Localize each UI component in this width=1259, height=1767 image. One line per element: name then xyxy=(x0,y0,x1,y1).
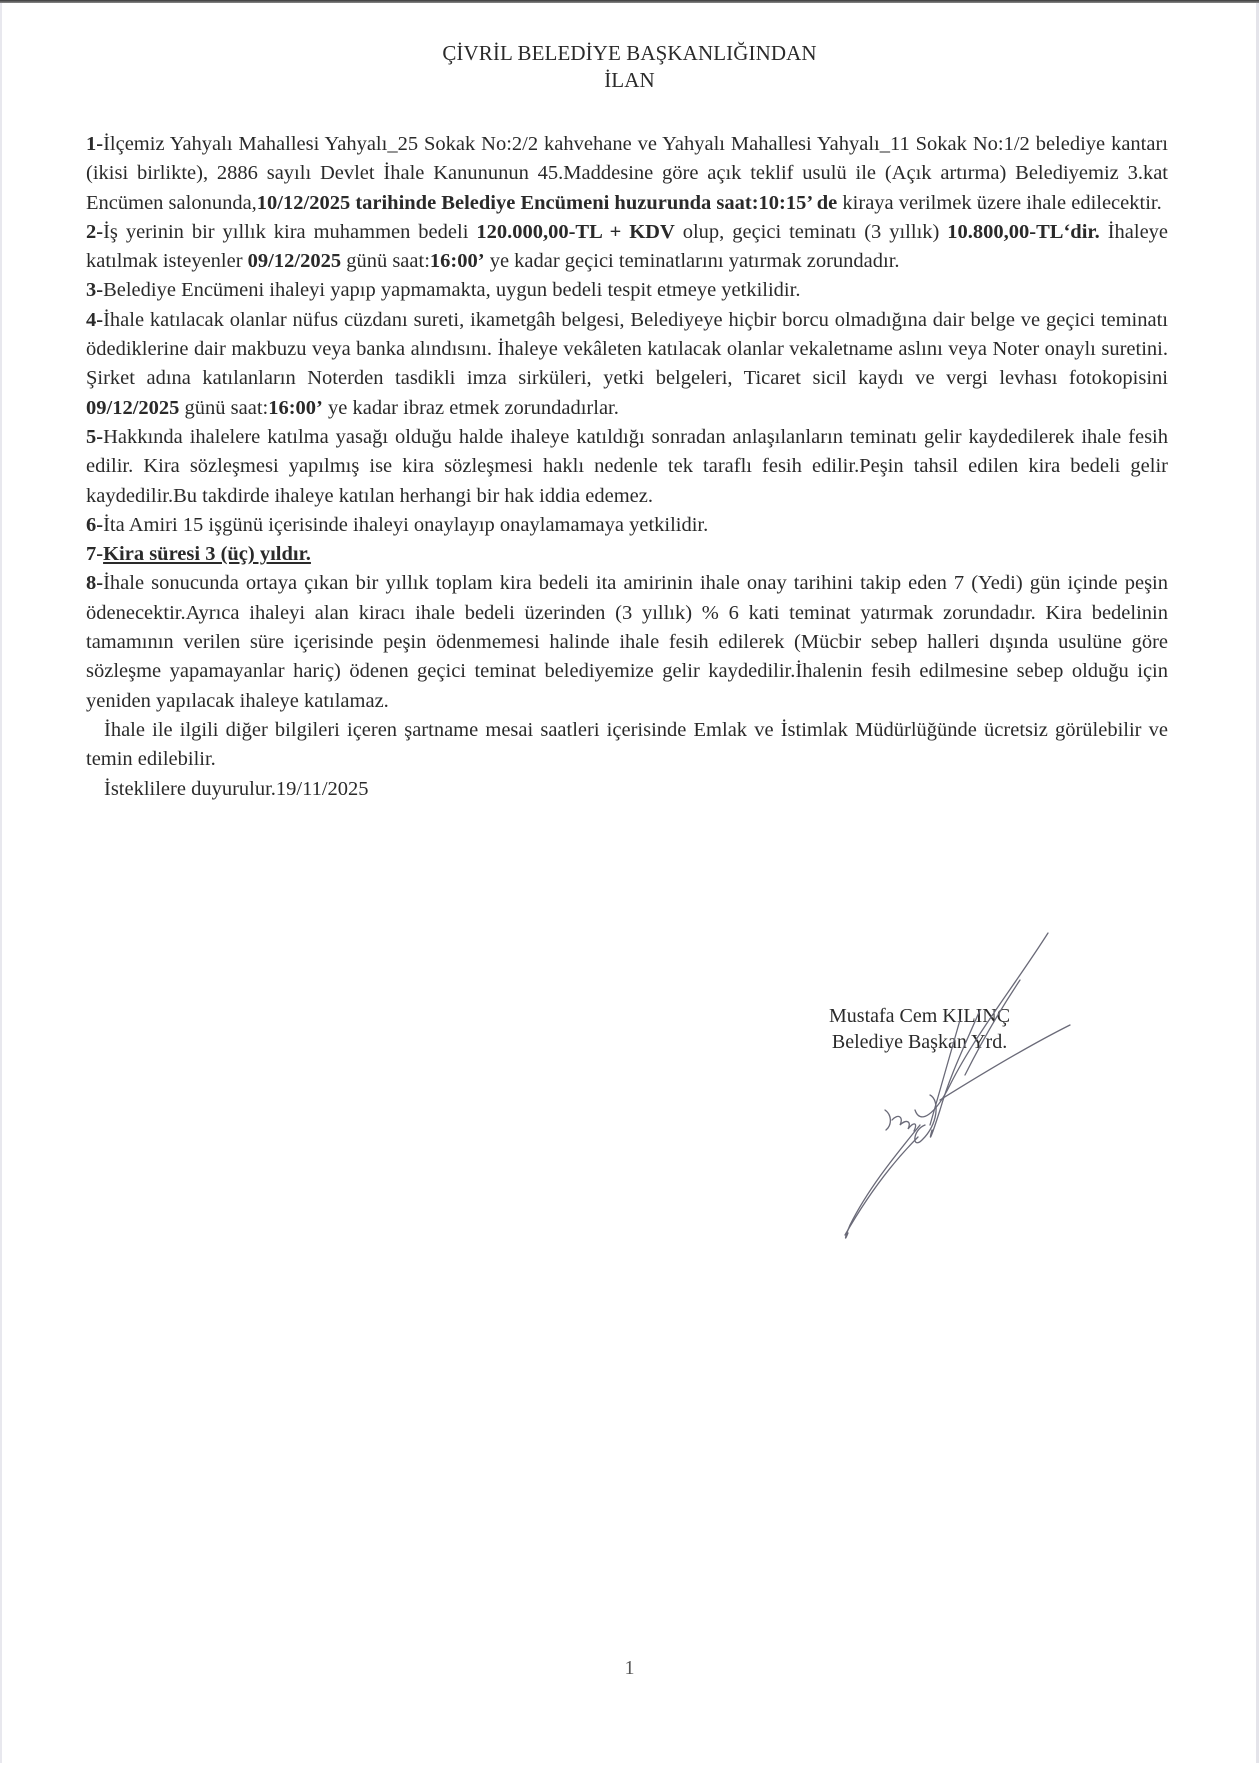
clause-6: 6-İta Amiri 15 işgünü içerisinde ihaleyi onaylayıp onaylamamaya yetkilidir. xyxy=(86,513,709,536)
document-header xyxy=(0,40,1259,94)
scan-left-edge xyxy=(0,3,2,1763)
document-deadline-time: 16:00’ xyxy=(268,396,323,419)
auction-date-time: 10/12/2025 tarihinde Belediye Encümeni huzurunda saat:10:15’ de xyxy=(256,191,838,214)
scan-top-edge xyxy=(0,0,1259,3)
document-body xyxy=(86,130,1168,804)
page-number: 1 xyxy=(624,1657,635,1679)
deposit-deadline-time: 16:00’ xyxy=(429,250,485,273)
clause-8: 8-İhale sonucunda ortaya çıkan bir yıllık toplam kira bedeli ita amirinin ihale onay tarihini takip eden 7 (Yedi) gün içinde peşin ödenecektir.Ayrıca ihaleyi alan kiracı ihale bedeli üzerinden (3 yıllık) % 6 kati teminat yatırmak zorundadır. Kira bedelinin tamamının verilen süre içerisinde peşin ödenmemesi halinde ihale fesih edilerek (Mücbir sebep halleri dışında usulüne göre sözleşme yapamayanlar hariç) ödenen geçici teminat belediyemize gelir kaydedilir.İhalenin fesih edilmesine sebep olduğu için yeniden yapılacak ihaleye katılamaz. xyxy=(86,572,1168,712)
document-deadline-date: 09/12/2025 xyxy=(86,396,180,419)
provisional-guarantee: 10.800,00-TL‘dir. xyxy=(947,220,1100,243)
clause-3: 3-Belediye Encümeni ihaleyi yapıp yapmamakta, uygun bedeli tespit etmeye yetkilidir. xyxy=(86,279,801,302)
clause-1: 1-İlçemiz Yahyalı Mahallesi Yahyalı_25 Sokak No:2/2 kahvehane ve Yahyalı Mahallesi Yahyalı_11 Sokak No:1/2 belediye kantarı (ikisi birlikte), 2886 sayılı Devlet İhale Kanununun 45.Maddesine göre açık teklif usulü ile (Açık artırma) Belediyemiz 3.kat Encümen salonunda,10/12/2025 tarihinde Belediye Encümeni huzurunda saat:10:15’ de kiraya verilmek üzere ihale edilecektir. xyxy=(86,133,1168,214)
announcement-date: İsteklilere duyurulur.19/11/2025 xyxy=(104,777,369,800)
handwritten-signature-icon xyxy=(800,925,1100,1245)
signatory-name: Mustafa Cem KILINÇ xyxy=(829,1005,1011,1027)
notice-title: İLAN xyxy=(604,68,655,92)
estimated-rent: 120.000,00-TL + KDV xyxy=(476,220,675,243)
signatory-title: Belediye Başkan Yrd. xyxy=(831,1031,1008,1053)
clause-4: 4-İhale katılacak olanlar nüfus cüzdanı sureti, ikametgâh belgesi, Belediyeye hiçbir borcu olmadığına dair belge ve geçici teminatı ödediklerine dair makbuzu veya banka alındısını. İhaleye vekâleten katılacak olanlar vekaletname aslını veya Noter onaylı suretini. Şirket adına katılanların Noterden tasdikli imza sirküleri, yetki belgeleri, Ticaret sicil kaydı ve vergi levhası fotokopisini 09/12/2025 günü saat:16:00’ ye kadar ibraz etmek zorundadırlar. xyxy=(86,308,1168,419)
deposit-deadline-date: 09/12/2025 xyxy=(247,250,342,273)
signature-block xyxy=(829,1003,1010,1055)
issuer-title: ÇİVRİL BELEDİYE BAŞKANLIĞINDAN xyxy=(442,41,817,65)
clause-5: 5-Hakkında ihalelere katılma yasağı olduğu halde ihaleye katıldığı sonradan anlaşılanların teminatı gelir kaydedilerek ihale fesih edilir. Kira sözleşmesi yapılmış ise kira sözleşmesi haklı nedenle tek taraflı fesih edilir.Peşin tahsil edilen kira bedeli gelir kaydedilir.Bu takdirde ihaleye katılan herhangi bir hak iddia edemez. xyxy=(86,425,1168,507)
clause-7: 7-Kira süresi 3 (üç) yıldır. xyxy=(86,543,311,566)
clause-2: 2-İş yerinin bir yıllık kira muhammen bedeli 120.000,00-TL + KDV olup, geçici teminatı (3 yıllık) 10.800,00-TL‘dir. İhaleye katılmak isteyenler 09/12/2025 günü saat:16:00’ ye kadar geçici teminatlarını yatırmak zorundadır. xyxy=(86,220,1169,273)
lease-term: Kira süresi 3 (üç) yıldır. xyxy=(103,543,311,566)
specification-info: İhale ile ilgili diğer bilgileri içeren şartname mesai saatleri içerisinde Emlak ve İstimlak Müdürlüğünde ücretsiz görülebilir ve temin edilebilir. xyxy=(86,718,1168,771)
